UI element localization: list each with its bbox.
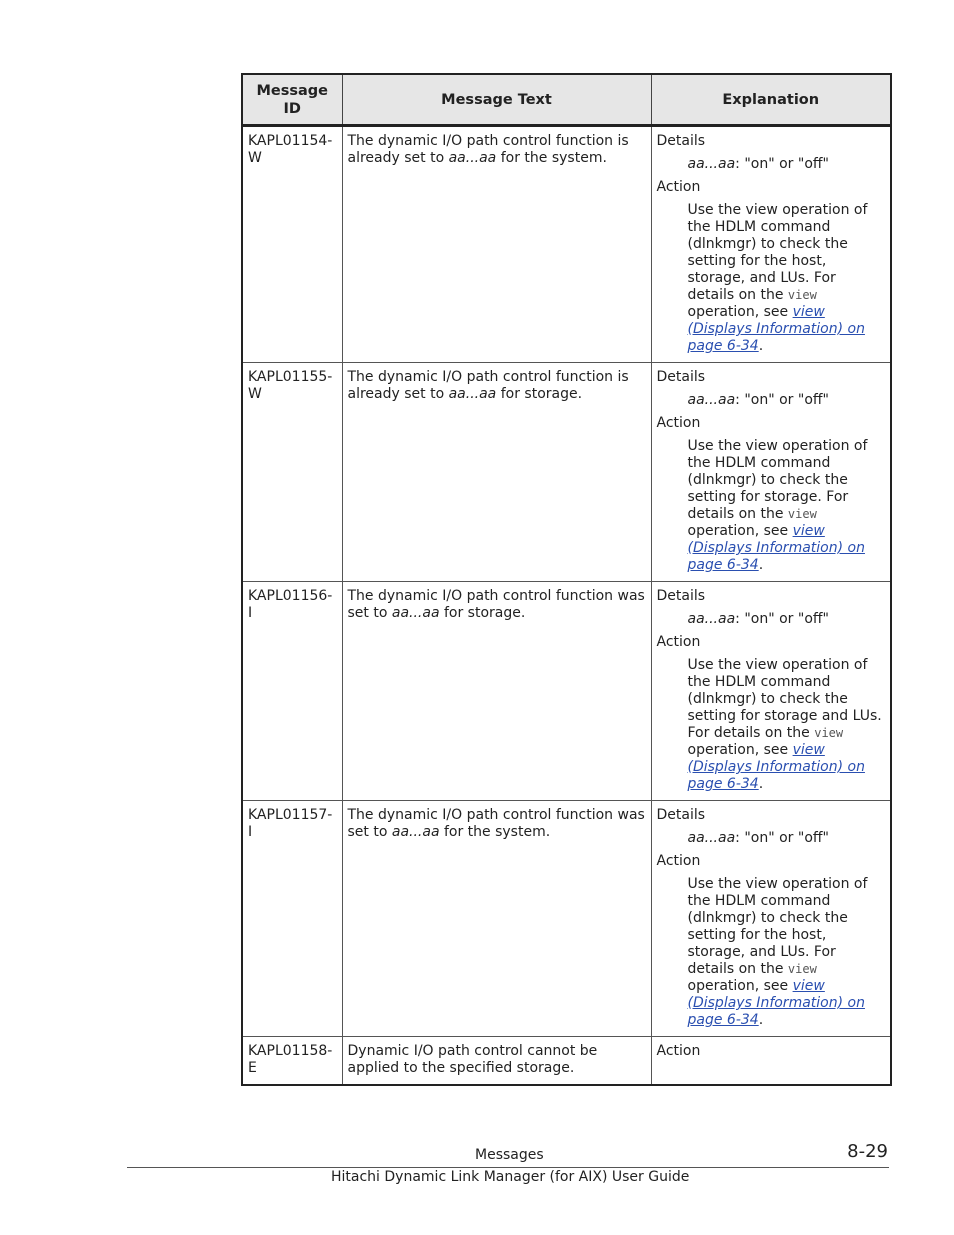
footer-book-title: Hitachi Dynamic Link Manager (for AIX) User Guide: [331, 1169, 690, 1185]
details-value: : "on" or "off": [735, 392, 829, 408]
message-id: KAPL01156- I: [242, 582, 342, 801]
explanation: [651, 363, 891, 582]
message-id: KAPL01155- W: [242, 363, 342, 582]
message-text-variable: aa...aa: [448, 386, 497, 402]
view-reference-link[interactable]: view (Displays Information) on page 6-34: [687, 523, 865, 573]
action-label: Action: [656, 415, 701, 431]
message-text: [342, 363, 651, 582]
message-text-post: for the system.: [496, 150, 607, 166]
table-row: [242, 126, 891, 363]
action-text: [688, 657, 886, 793]
action-text-pre: Use the view operation of the HDLM command (dlnkmgr) to check the setting for the host, storage, and LUs. For details on the: [687, 202, 868, 303]
action-label: Action: [656, 853, 701, 869]
table-row: [242, 582, 891, 801]
action-text-end: .: [758, 557, 764, 573]
action-code: view: [787, 288, 817, 302]
action-text-mid: operation, see: [687, 978, 793, 994]
action-text: [688, 202, 886, 355]
action-text-mid: operation, see: [687, 523, 793, 539]
details-text: [688, 611, 886, 628]
action-text-end: .: [758, 338, 764, 354]
footer-divider: [127, 1167, 889, 1168]
message-id: KAPL01154- W: [242, 126, 342, 363]
footer-section-name: Messages: [475, 1147, 544, 1163]
action-text-pre: Use the view operation of the HDLM command (dlnkmgr) to check the setting for the host, storage, and LUs. For details on the: [687, 876, 868, 977]
message-text-pre: The dynamic I/O path control function was set to: [347, 588, 645, 621]
details-value: : "on" or "off": [735, 611, 829, 627]
details-label: Details: [656, 133, 706, 149]
explanation: [651, 582, 891, 801]
header-explanation: Explanation: [651, 74, 891, 126]
message-text-pre: The dynamic I/O path control function is already set to: [347, 369, 629, 402]
message-id: KAPL01158- E: [242, 1037, 342, 1086]
details-text: [688, 156, 886, 173]
details-text: [688, 392, 886, 409]
header-message-id: Message ID: [242, 74, 342, 126]
view-reference-link[interactable]: view (Displays Information) on page 6-34: [687, 742, 865, 792]
details-value: : "on" or "off": [735, 830, 829, 846]
action-label: Action: [656, 1043, 701, 1059]
message-text-post: for the system.: [439, 824, 551, 840]
message-text: Dynamic I/O path control cannot be applied to the specified storage.: [342, 1037, 651, 1086]
messages-table: [241, 73, 892, 1086]
action-code: view: [787, 962, 817, 976]
message-text-pre: The dynamic I/O path control function was set to: [347, 807, 645, 840]
message-text: [342, 126, 651, 363]
action-label: Action: [656, 634, 701, 650]
message-text-post: for storage.: [439, 605, 526, 621]
action-text-end: .: [758, 1012, 764, 1028]
table-header-row: [242, 74, 891, 126]
view-reference-link[interactable]: view (Displays Information) on page 6-34: [687, 978, 865, 1028]
view-reference-link[interactable]: view (Displays Information) on page 6-34: [687, 304, 865, 354]
action-code: view: [787, 507, 817, 521]
details-label: Details: [656, 588, 706, 604]
explanation: [651, 801, 891, 1037]
table-row: [242, 1037, 891, 1086]
message-text-variable: aa...aa: [391, 824, 440, 840]
details-text: [688, 830, 886, 847]
details-variable: aa...aa: [687, 156, 736, 172]
details-label: Details: [656, 369, 706, 385]
message-text: [342, 582, 651, 801]
header-message-text: Message Text: [342, 74, 651, 126]
message-text-post: for storage.: [496, 386, 583, 402]
action-text-end: .: [758, 776, 764, 792]
message-text-variable: aa...aa: [391, 605, 440, 621]
details-variable: aa...aa: [687, 392, 736, 408]
details-value: : "on" or "off": [735, 156, 829, 172]
explanation: [651, 1037, 891, 1086]
action-text-pre: Use the view operation of the HDLM command (dlnkmgr) to check the setting for storage. For details on the: [687, 438, 868, 522]
explanation: [651, 126, 891, 363]
message-text-pre: The dynamic I/O path control function is already set to: [347, 133, 629, 166]
table-row: [242, 801, 891, 1037]
message-text-variable: aa...aa: [448, 150, 497, 166]
action-text: [688, 438, 886, 574]
details-label: Details: [656, 807, 706, 823]
action-text: [688, 876, 886, 1029]
message-text: [342, 801, 651, 1037]
table-row: [242, 363, 891, 582]
details-variable: aa...aa: [687, 611, 736, 627]
action-code: view: [814, 726, 844, 740]
action-text-mid: operation, see: [687, 742, 793, 758]
action-text-mid: operation, see: [687, 304, 793, 320]
action-text-pre: Use the view operation of the HDLM command (dlnkmgr) to check the setting for storage and LUs. For details on the: [687, 657, 882, 741]
details-variable: aa...aa: [687, 830, 736, 846]
footer-page-number: 8-29: [847, 1141, 888, 1162]
action-label: Action: [656, 179, 701, 195]
message-id: KAPL01157- I: [242, 801, 342, 1037]
